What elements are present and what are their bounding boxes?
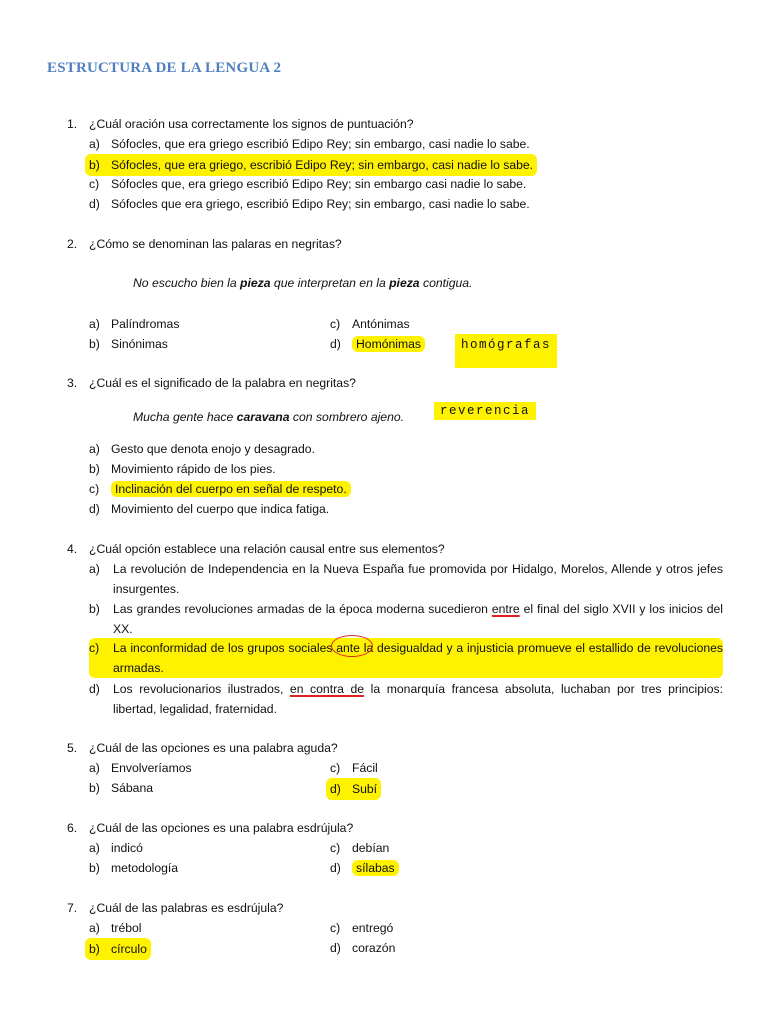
q3-option-a: a) Gesto que denota enojo y desagrado. (89, 442, 315, 456)
q7-option-b-highlighted: b) círculo (85, 938, 151, 960)
q6-option-d: d) sílabas (330, 858, 399, 878)
q3-option-c: c) Inclinación del cuerpo en señal de respeto. (89, 479, 351, 499)
q4-option-c-highlighted: c) La inconformidad de los grupos sociales ante la desigualdad y a injusticia promueve el estallido de revoluciones armadas. (89, 638, 723, 678)
question-3: 3. ¿Cuál es el significado de la palabra en negritas? (67, 376, 356, 390)
question-5: 5. ¿Cuál de las opciones es una palabra aguda? (67, 741, 338, 755)
question-7: 7. ¿Cuál de las palabras es esdrújula? (67, 901, 284, 915)
q1-option-a: a) Sófocles, que era griego escribió Edipo Rey; sin embargo, casi nadie lo sabe. (89, 137, 530, 151)
q3-example-sentence: Mucha gente hace caravana con sombrero ajeno. (133, 410, 405, 424)
highlighted-answer: Inclinación del cuerpo en señal de respeto. (111, 481, 351, 497)
q6-option-a: a) indicó (89, 841, 143, 855)
question-2: 2. ¿Cómo se denominan las palaras en negritas? (67, 237, 342, 251)
q5-option-c: c) Fácil (330, 761, 378, 775)
underlined-phrase: en contra de (289, 682, 365, 696)
highlighted-answer: Homónimas (352, 336, 425, 352)
q3-handwritten-note: reverencia (434, 402, 536, 420)
q1-option-d: d) Sófocles que era griego, escribió Edipo Rey; sin embargo, casi nadie lo sabe. (89, 197, 530, 211)
q3-option-d: d) Movimiento del cuerpo que indica fatiga. (89, 502, 330, 516)
circled-word: ante (336, 638, 360, 658)
page-title: ESTRUCTURA DE LA LENGUA 2 (47, 60, 282, 76)
q4-option-d: d) Los revolucionarios ilustrados, en contra de la monarquía francesa absoluta, luchaban por tres principios: libertad, legalidad, fraternidad. (89, 682, 723, 716)
q7-option-d: d) corazón (330, 941, 396, 955)
q1-option-c: c) Sófocles que, era griego escribió Edipo Rey; sin embargo casi nadie lo sabe. (89, 177, 527, 191)
q1-option-b-highlighted: b) Sófocles, que era griego, escribió Edipo Rey; sin embargo, casi nadie lo sabe. (85, 154, 537, 176)
question-1 (67, 114, 414, 134)
question-number: 1. (67, 117, 78, 131)
q2-option-c: c) Antónimas (330, 317, 410, 331)
q2-option-b: b) Sinónimas (89, 337, 168, 351)
q5-option-b: b) Sábana (89, 781, 154, 795)
q2-example-sentence: No escucho bien la pieza que interpretan en la pieza contigua. (133, 276, 473, 290)
q7-option-c: c) entregó (330, 921, 394, 935)
underlined-word: entre (491, 602, 520, 616)
q5-option-a: a) Envolveríamos (89, 761, 192, 775)
q6-option-c: c) debían (330, 841, 390, 855)
q3-option-b: b) Movimiento rápido de los pies. (89, 462, 276, 476)
question-6: 6. ¿Cuál de las opciones es una palabra esdrújula? (67, 821, 354, 835)
q2-option-d: d) Homónimas (330, 334, 425, 354)
highlighted-answer: sílabas (352, 860, 399, 876)
question-4: 4. ¿Cuál opción establece una relación causal entre sus elementos? (67, 542, 445, 556)
q7-option-a: a) trébol (89, 921, 142, 935)
q4-option-b: b) Las grandes revoluciones armadas de la época moderna sucedieron entre el final del siglo XVII y los inicios del XX. (89, 602, 723, 636)
q6-option-b: b) metodología (89, 861, 179, 875)
q2-handwritten-note: homógrafas (455, 334, 557, 368)
question-text: ¿Cuál oración usa correctamente los signos de puntuación? (89, 117, 414, 131)
q5-option-d-highlighted: d) Subí (326, 778, 381, 800)
q4-option-a: a) La revolución de Independencia en la Nueva España fue promovida por Hidalgo, Morelos, Allende y otros jefes insurgentes. (89, 562, 723, 596)
q2-option-a: a) Palíndromas (89, 317, 180, 331)
